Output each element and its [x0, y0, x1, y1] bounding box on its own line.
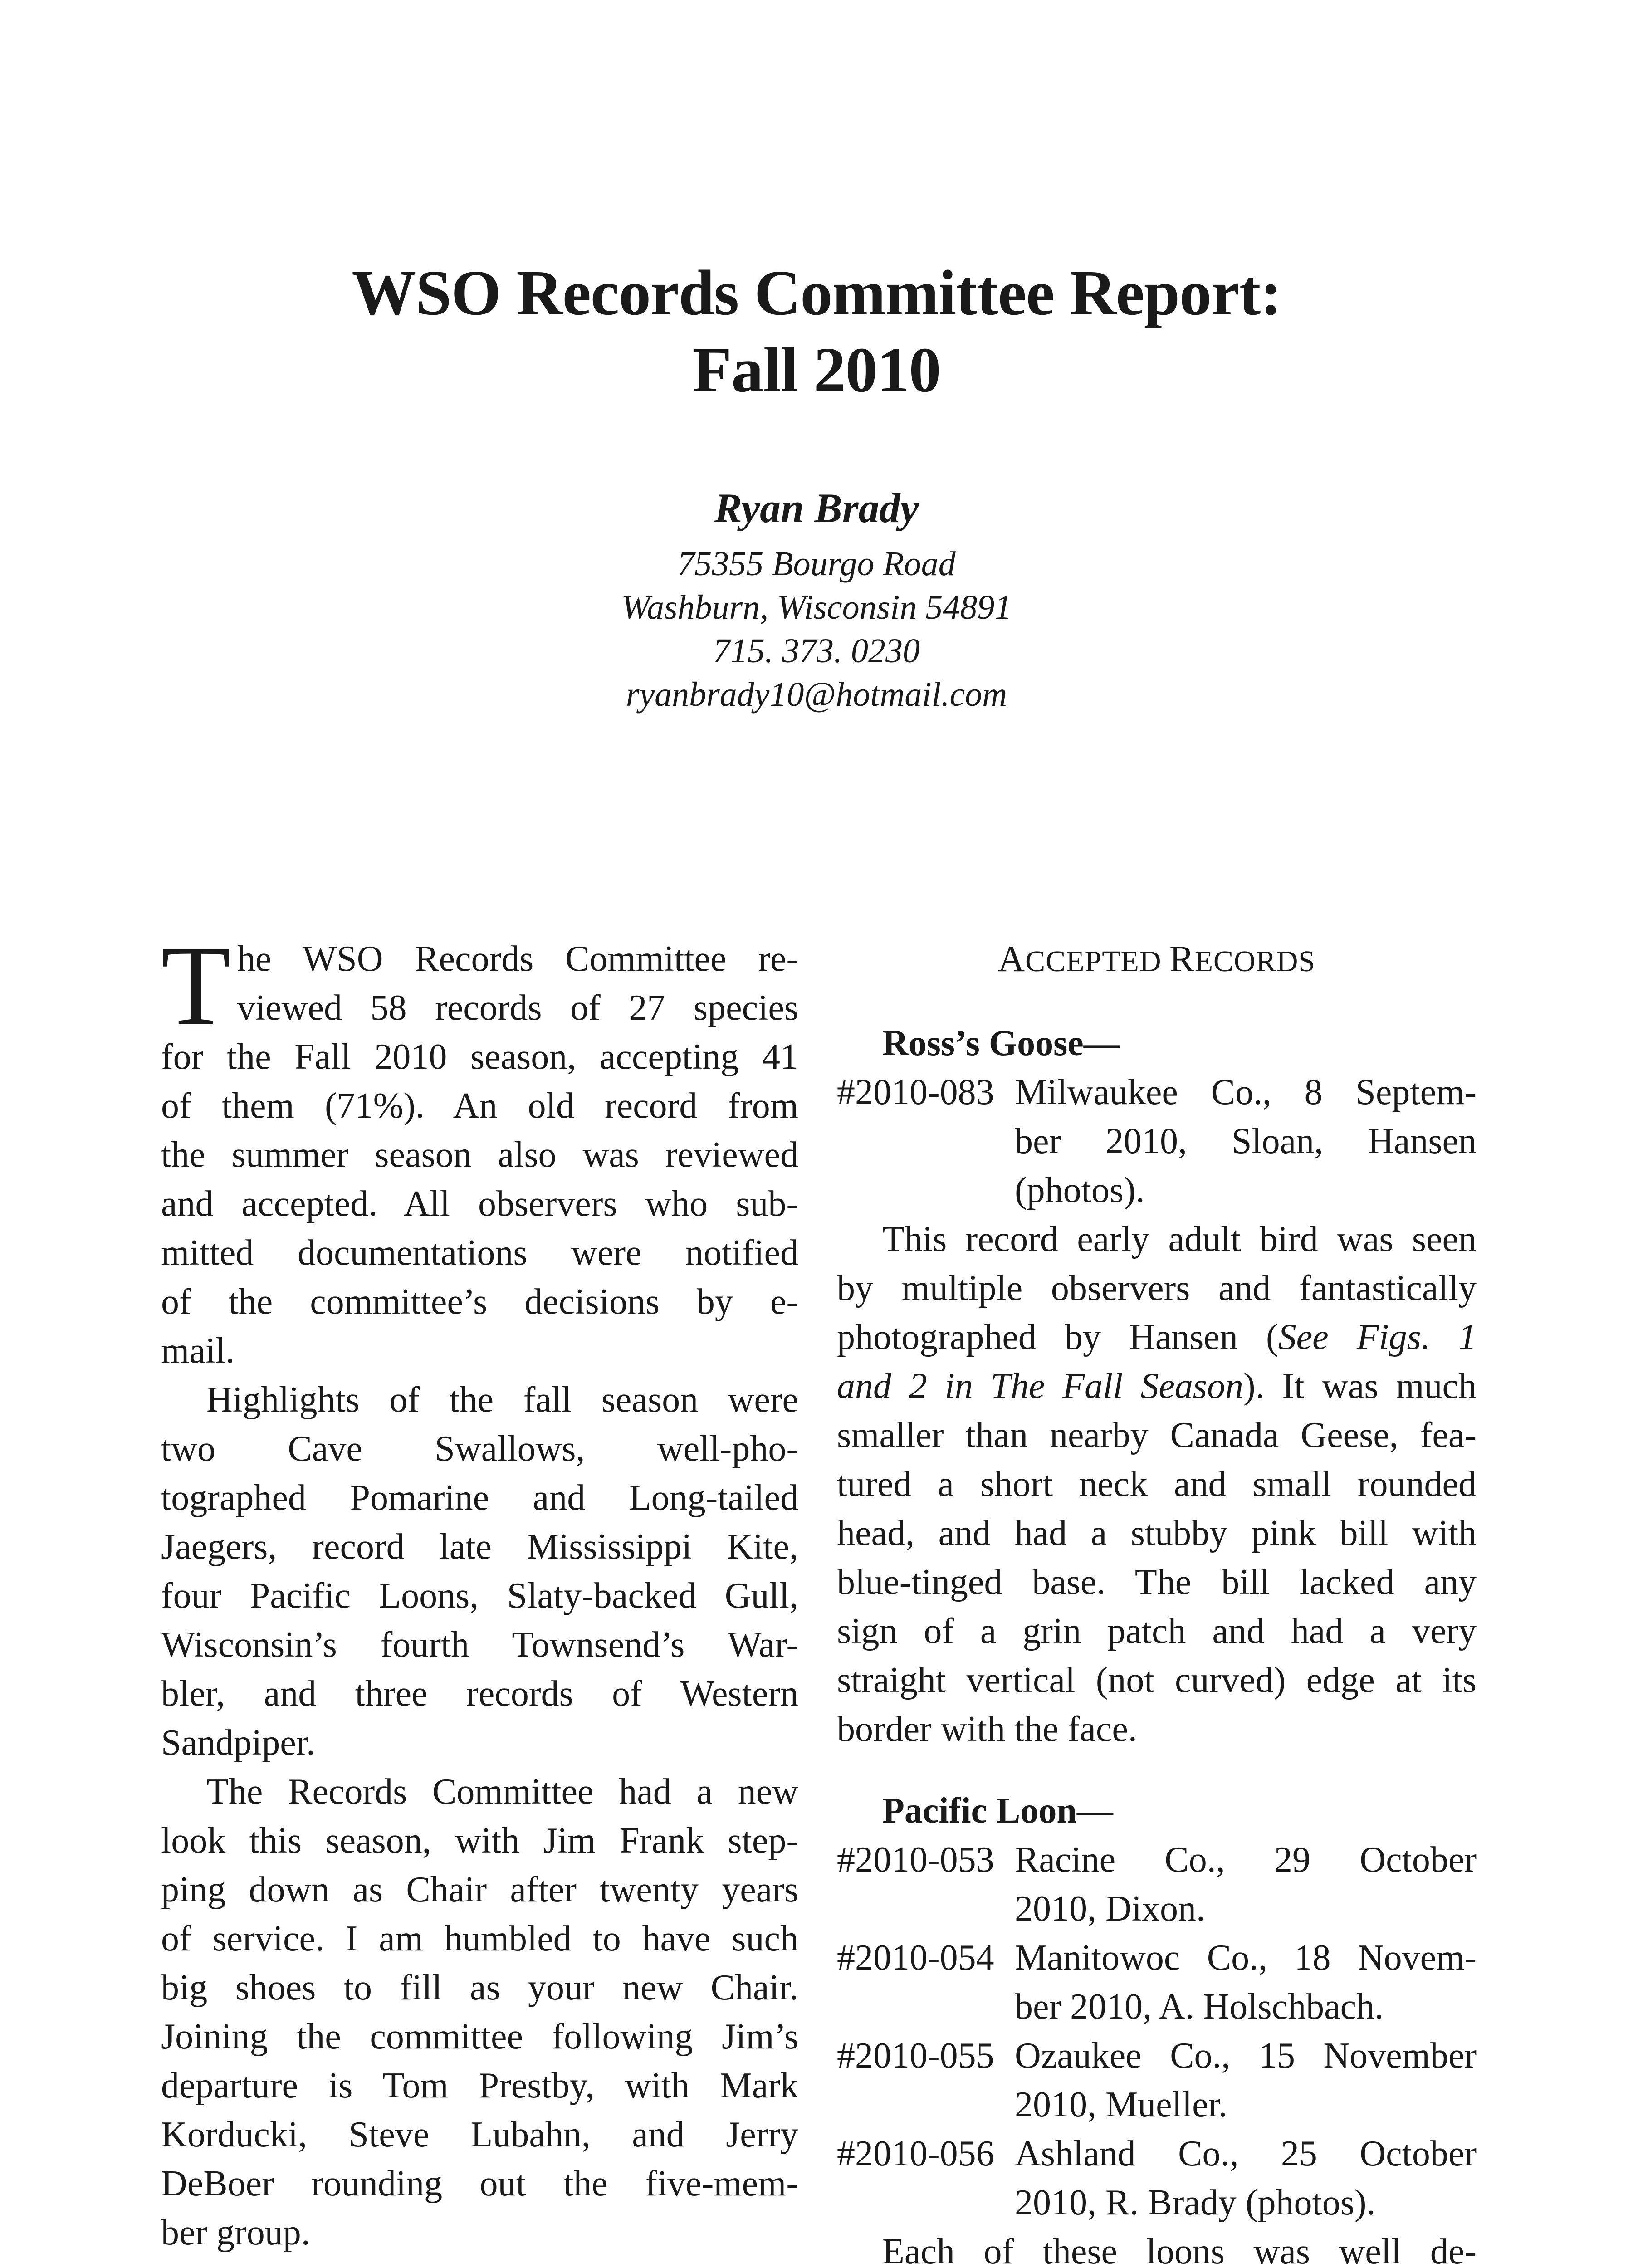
species-heading-pacific-loon: Pacific Loon—	[882, 1791, 1113, 1831]
author-block	[0, 479, 1633, 716]
text-line: DeBoer rounding out the five-mem-	[161, 2164, 798, 2204]
text-line: the summer season also was reviewed	[161, 1135, 798, 1175]
author-phone: 715. 373. 0230	[713, 632, 920, 670]
text-line: viewed 58 records of 27 species	[237, 988, 798, 1028]
record-number: #2010-083	[837, 1072, 994, 1112]
species-heading-ross-goose: Ross’s Goose—	[882, 1023, 1120, 1063]
section-heading-accepted-records: ACCEPTED RECORDS	[997, 938, 1316, 979]
text-line: of them (71%). An old record from	[161, 1086, 798, 1126]
record-number: #2010-055	[837, 2036, 994, 2076]
record-entry	[837, 1835, 1477, 1933]
text-line: Sandpiper.	[161, 1723, 315, 1763]
text-line: and accepted. All observers who sub-	[161, 1184, 798, 1224]
record-text: Milwaukee Co., 8 Septem- ber 2010, Sloan, Hansen (photos).	[1015, 1072, 1477, 1210]
text-line: Wisconsin’s fourth Townsend’s War-	[161, 1625, 798, 1665]
text-line: ping down as Chair after twenty years	[161, 1870, 798, 1910]
author-address-line-1: 75355 Bourgo Road	[677, 545, 956, 583]
text-line: Jaegers, record late Mississippi Kite,	[161, 1527, 798, 1567]
author-email: ryanbrady10@hotmail.com	[626, 675, 1007, 714]
ross-goose-description: This record early adult bird was seen by multiple observers and fantastically photographed by Hansen (See Figs. 1 and 2 in The Fall Season). It was much smaller than nearby Canada Geese, fea- tured a short neck and small rounded head, and had a stubby pink bill with blue-tinged base. The bill lacked any sign of a grin patch and had a very straight vertical (not curved) edge at its border with the face.	[837, 1219, 1477, 1749]
text-line: four Pacific Loons, Slaty-backed Gull,	[161, 1576, 798, 1616]
drop-cap: T	[161, 922, 231, 1049]
title-line-2: Fall 2010	[692, 334, 941, 406]
text-line: ber group.	[161, 2213, 310, 2253]
text-line: of service. I am humbled to have such	[161, 1919, 798, 1959]
intro-paragraph-3	[161, 1767, 798, 2257]
text-line: mail.	[161, 1331, 235, 1371]
text-line: look this season, with Jim Frank step-	[161, 1821, 798, 1861]
text-line: Highlights of the fall season were	[206, 1380, 798, 1420]
record-entry	[837, 1068, 1477, 1215]
text-line: tographed Pomarine and Long-tailed	[161, 1478, 798, 1518]
record-text: Ashland Co., 25 October 2010, R. Brady (photos).	[1015, 2134, 1477, 2223]
right-column	[837, 934, 1477, 2268]
text-line: of the committee’s decisions by e-	[161, 1282, 798, 1322]
text-line: mitted documentations were notified	[161, 1233, 798, 1273]
record-entry	[837, 2129, 1477, 2227]
intro-paragraph-2	[161, 1375, 798, 1767]
record-text: Manitowoc Co., 18 Novem- ber 2010, A. Holschbach.	[1015, 1938, 1477, 2027]
text-line: big shoes to fill as your new Chair.	[161, 1968, 798, 2008]
record-entry	[837, 2031, 1477, 2129]
text-line: bler, and three records of Western	[161, 1674, 798, 1714]
record-number: #2010-056	[837, 2134, 994, 2174]
record-entry	[837, 1933, 1477, 2031]
intro-paragraph-1	[161, 922, 798, 1375]
text-line: The Records Committee had a new	[206, 1772, 798, 1812]
record-text: Racine Co., 29 October 2010, Dixon.	[1015, 1840, 1477, 1929]
record-number: #2010-053	[837, 1840, 994, 1880]
author-name: Ryan Brady	[714, 485, 919, 531]
article-title	[0, 254, 1633, 408]
title-line-1: WSO Records Committee Report:	[352, 257, 1281, 328]
text-line: he WSO Records Committee re-	[237, 939, 798, 979]
left-column	[161, 922, 798, 2257]
text-line: Joining the committee following Jim’s	[161, 2017, 798, 2057]
text-line: departure is Tom Prestby, with Mark	[161, 2066, 798, 2106]
text-line: Korducki, Steve Lubahn, and Jerry	[161, 2115, 798, 2155]
text-line: for the Fall 2010 season, accepting 41	[161, 1037, 798, 1077]
record-number: #2010-054	[837, 1938, 994, 1978]
record-text: Ozaukee Co., 15 November 2010, Mueller.	[1015, 2036, 1477, 2125]
text-line: two Cave Swallows, well-pho-	[161, 1429, 798, 1469]
pacific-loon-description: Each of these loons was well de-	[882, 2232, 1477, 2268]
author-address-line-2: Washburn, Wisconsin 54891	[621, 588, 1012, 626]
